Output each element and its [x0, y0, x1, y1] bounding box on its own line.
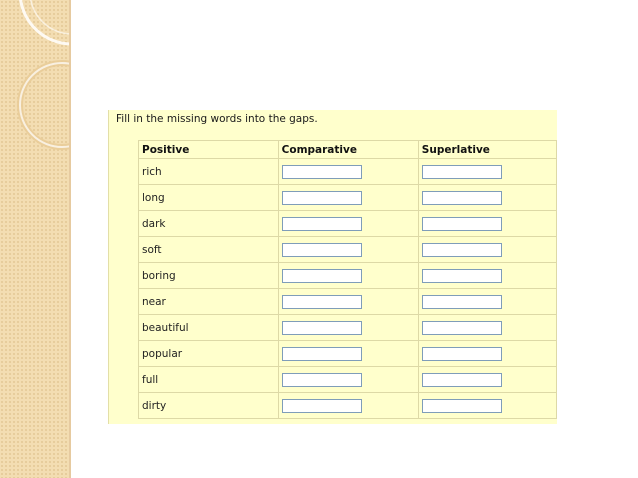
- table-row: [139, 315, 557, 341]
- superlative-cell: [418, 185, 556, 211]
- positive-word: long: [139, 185, 279, 211]
- positive-word: rich: [139, 159, 279, 185]
- header-comparative: Comparative: [278, 141, 418, 159]
- comparative-cell: [278, 211, 418, 237]
- superlative-cell: [418, 159, 556, 185]
- comparative-input[interactable]: [282, 191, 362, 205]
- comparative-cell: [278, 393, 418, 419]
- comparative-cell: [278, 237, 418, 263]
- superlative-input[interactable]: [422, 373, 502, 387]
- comparative-input[interactable]: [282, 399, 362, 413]
- adjective-table: [138, 140, 557, 419]
- comparative-input[interactable]: [282, 269, 362, 283]
- comparative-cell: [278, 367, 418, 393]
- comparative-cell: [278, 341, 418, 367]
- comparative-cell: [278, 289, 418, 315]
- comparative-input[interactable]: [282, 373, 362, 387]
- positive-word: soft: [139, 237, 279, 263]
- decorative-circles-icon: [0, 0, 70, 478]
- table-row: [139, 159, 557, 185]
- comparative-cell: [278, 159, 418, 185]
- comparative-input[interactable]: [282, 347, 362, 361]
- table-row: [139, 367, 557, 393]
- table-row: [139, 211, 557, 237]
- superlative-cell: [418, 263, 556, 289]
- superlative-cell: [418, 393, 556, 419]
- comparative-cell: [278, 263, 418, 289]
- superlative-input[interactable]: [422, 217, 502, 231]
- superlative-cell: [418, 237, 556, 263]
- comparative-input[interactable]: [282, 165, 362, 179]
- decorative-left-band: [0, 0, 70, 478]
- superlative-input[interactable]: [422, 399, 502, 413]
- band-divider: [69, 0, 71, 478]
- superlative-input[interactable]: [422, 347, 502, 361]
- comparative-input[interactable]: [282, 321, 362, 335]
- comparative-input[interactable]: [282, 243, 362, 257]
- table-row: [139, 393, 557, 419]
- superlative-input[interactable]: [422, 165, 502, 179]
- positive-word: full: [139, 367, 279, 393]
- superlative-cell: [418, 315, 556, 341]
- superlative-input[interactable]: [422, 191, 502, 205]
- positive-word: beautiful: [139, 315, 279, 341]
- superlative-cell: [418, 289, 556, 315]
- table-row: [139, 341, 557, 367]
- exercise-panel: [108, 110, 557, 424]
- superlative-input[interactable]: [422, 295, 502, 309]
- superlative-input[interactable]: [422, 269, 502, 283]
- comparative-cell: [278, 315, 418, 341]
- positive-word: popular: [139, 341, 279, 367]
- table-row: [139, 237, 557, 263]
- superlative-input[interactable]: [422, 243, 502, 257]
- positive-word: dirty: [139, 393, 279, 419]
- table-header-row: [139, 141, 557, 159]
- comparative-input[interactable]: [282, 217, 362, 231]
- positive-word: boring: [139, 263, 279, 289]
- table-row: [139, 185, 557, 211]
- superlative-cell: [418, 367, 556, 393]
- positive-word: near: [139, 289, 279, 315]
- superlative-input[interactable]: [422, 321, 502, 335]
- superlative-cell: [418, 211, 556, 237]
- header-superlative: Superlative: [418, 141, 556, 159]
- positive-word: dark: [139, 211, 279, 237]
- table-row: [139, 289, 557, 315]
- header-positive: Positive: [139, 141, 279, 159]
- comparative-input[interactable]: [282, 295, 362, 309]
- table-row: [139, 263, 557, 289]
- comparative-cell: [278, 185, 418, 211]
- table-body: [139, 159, 557, 419]
- superlative-cell: [418, 341, 556, 367]
- instruction-text: Fill in the missing words into the gaps.: [116, 113, 318, 125]
